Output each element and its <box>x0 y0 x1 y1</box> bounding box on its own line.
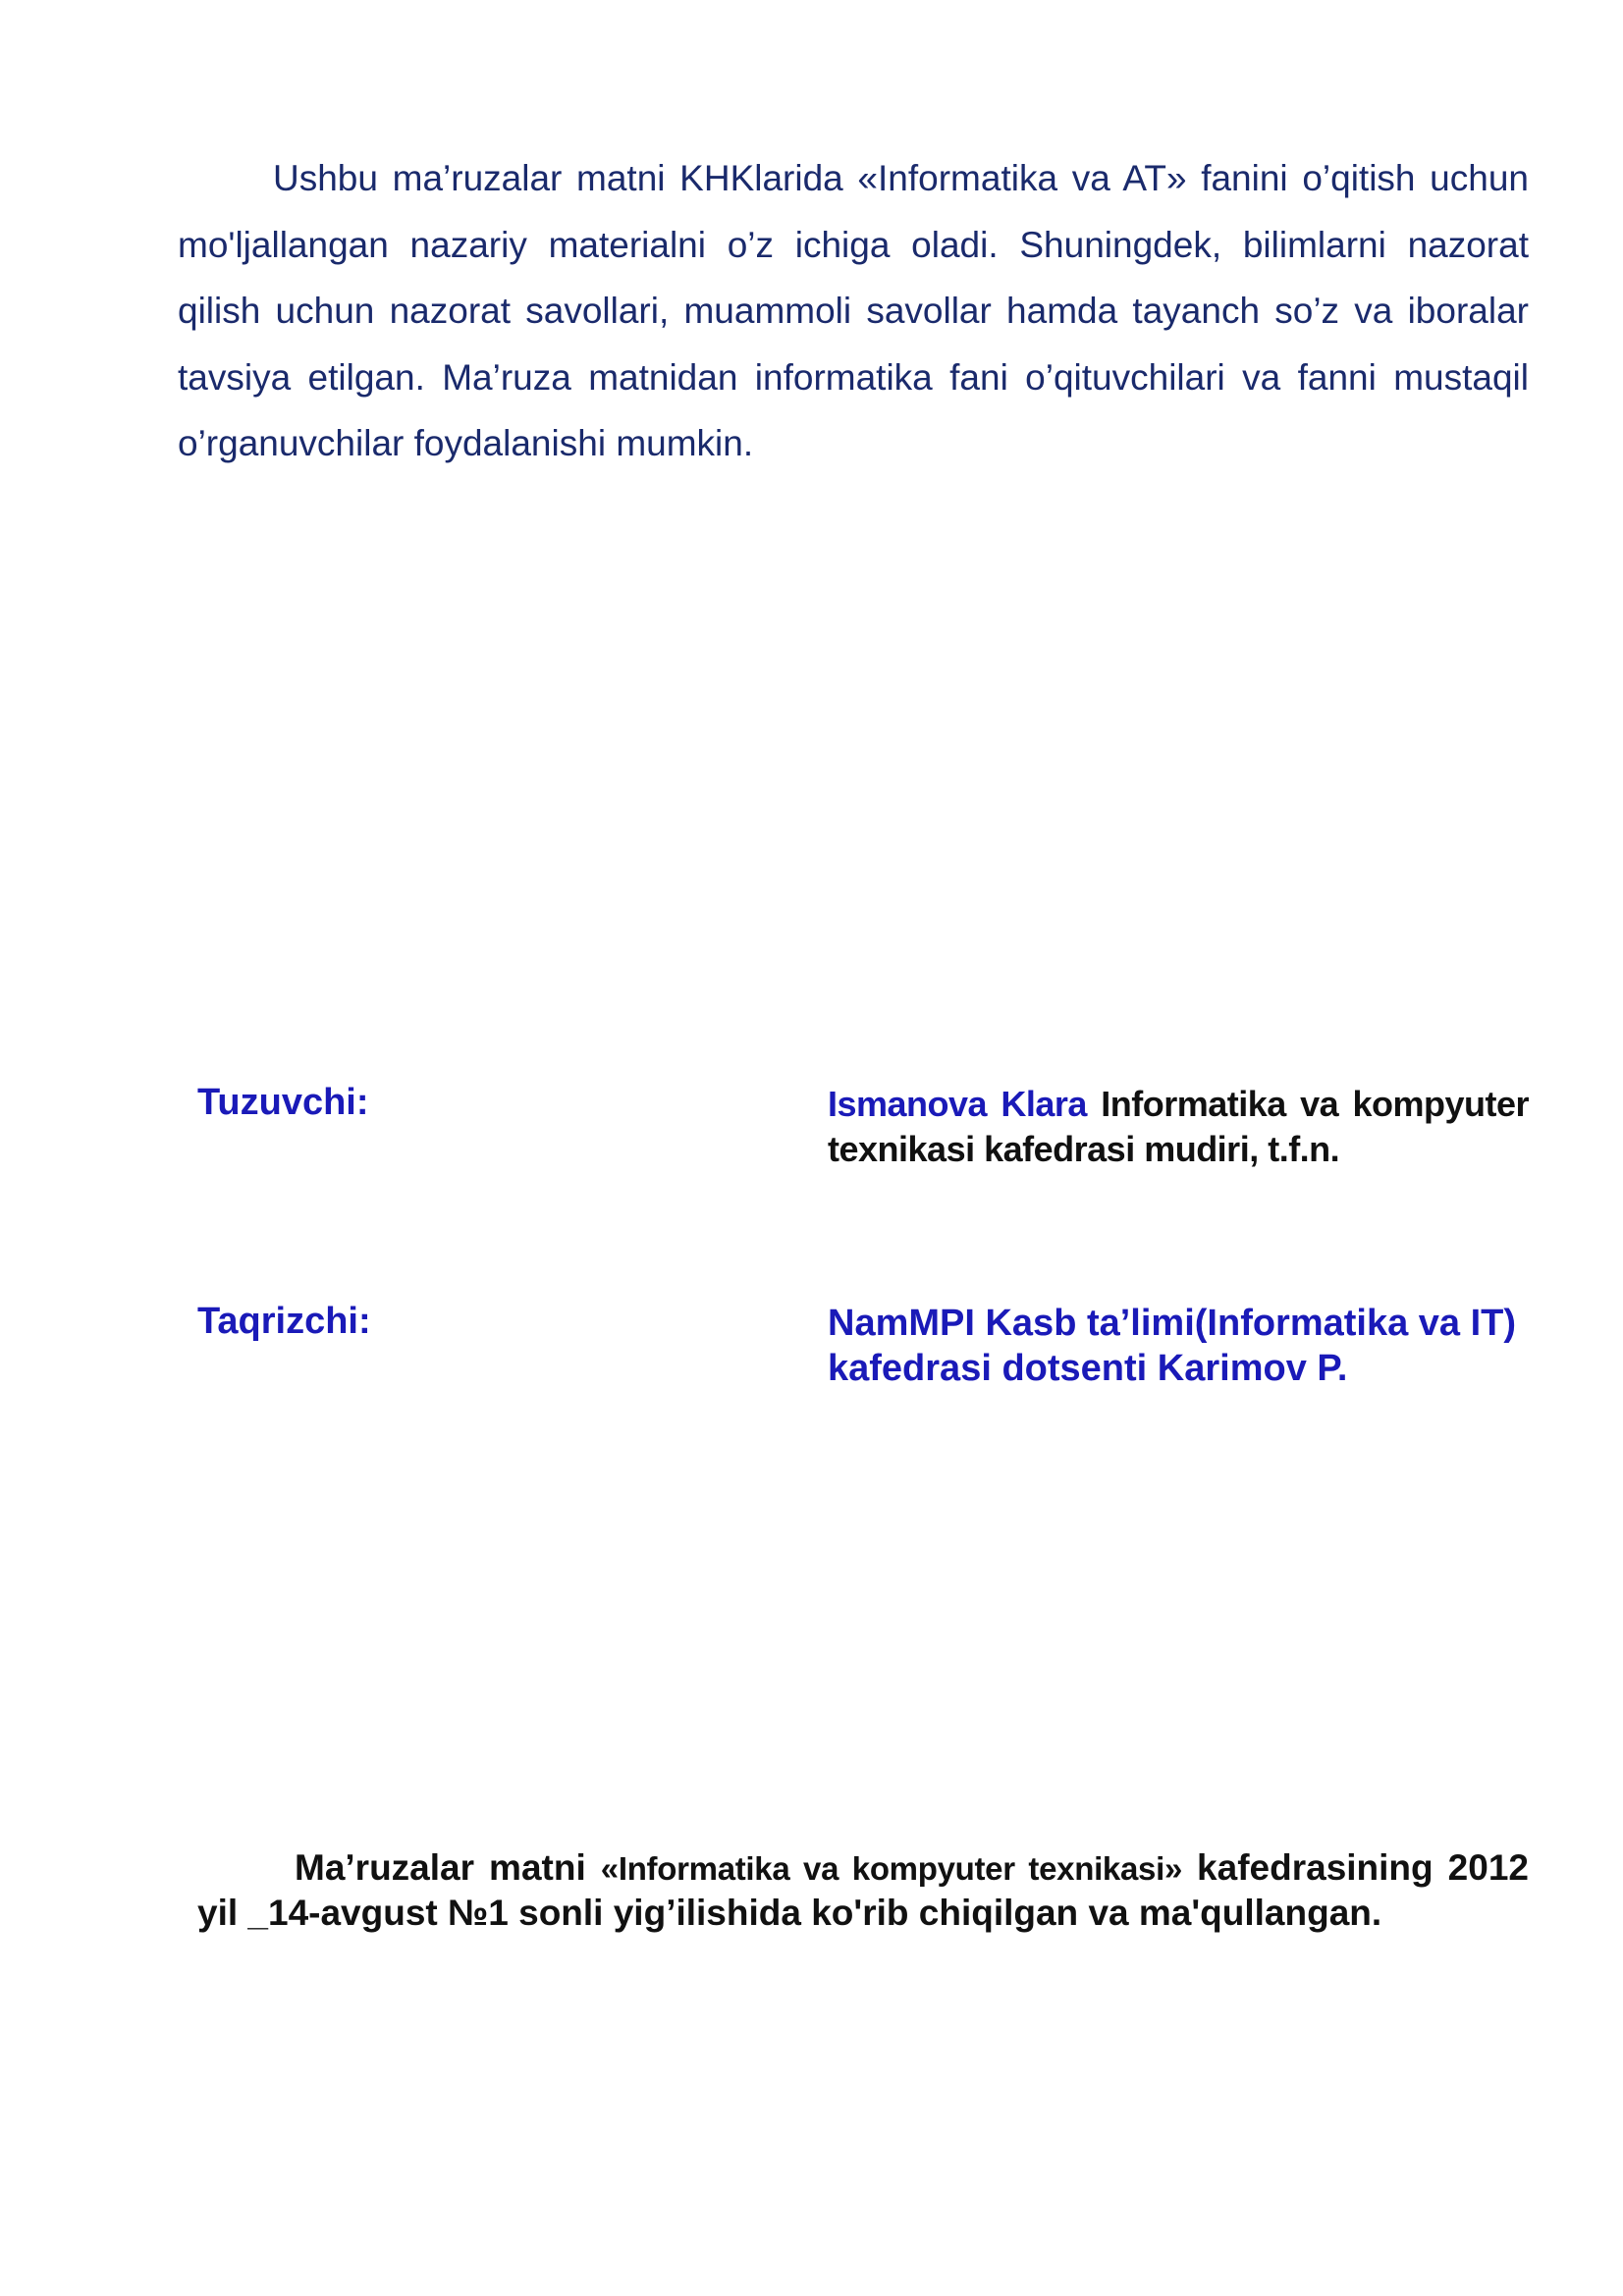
author-position: Informatika va kompyuter texnikasi kafedrasi mudiri, t.f.n. <box>828 1084 1529 1169</box>
author-name: Ismanova Klara <box>828 1084 1087 1124</box>
reviewer-label: Taqrizchi: <box>197 1301 371 1342</box>
author-details <box>828 1082 1529 1172</box>
approval-prefix: Ma’ruzalar matni <box>295 1847 601 1888</box>
approval-statement <box>197 1845 1529 1935</box>
reviewer-details: NamMPI Kasb ta’limi(Informatika va IT) kafedrasi dotsenti Karimov P. <box>828 1303 1517 1389</box>
approval-suffix: kafedrasining 2012 yil _14-avgust №1 sonli yig’ilishida ko'rib chiqilgan va ma'qullangan. <box>197 1847 1529 1933</box>
intro-paragraph: Ushbu ma’ruzalar matni KHKlarida «Informatika va AT» fanini o’qitish uchun mo'ljallangan nazariy materialni o’z ichiga oladi. Shuningdek, bilimlarni nazorat qilish uchun nazorat savollari, muammoli savollar hamda tayanch so’z va iboralar tavsiya etilgan. Ma’ruza matnidan informatika fani o’qituvchilari va fanni mustaqil o’rganuvchilar foydalanishi mumkin. <box>178 158 1529 463</box>
author-label: Tuzuvchi: <box>197 1082 369 1123</box>
approval-department: «Informatika va kompyuter texnikasi» <box>600 1850 1183 1887</box>
